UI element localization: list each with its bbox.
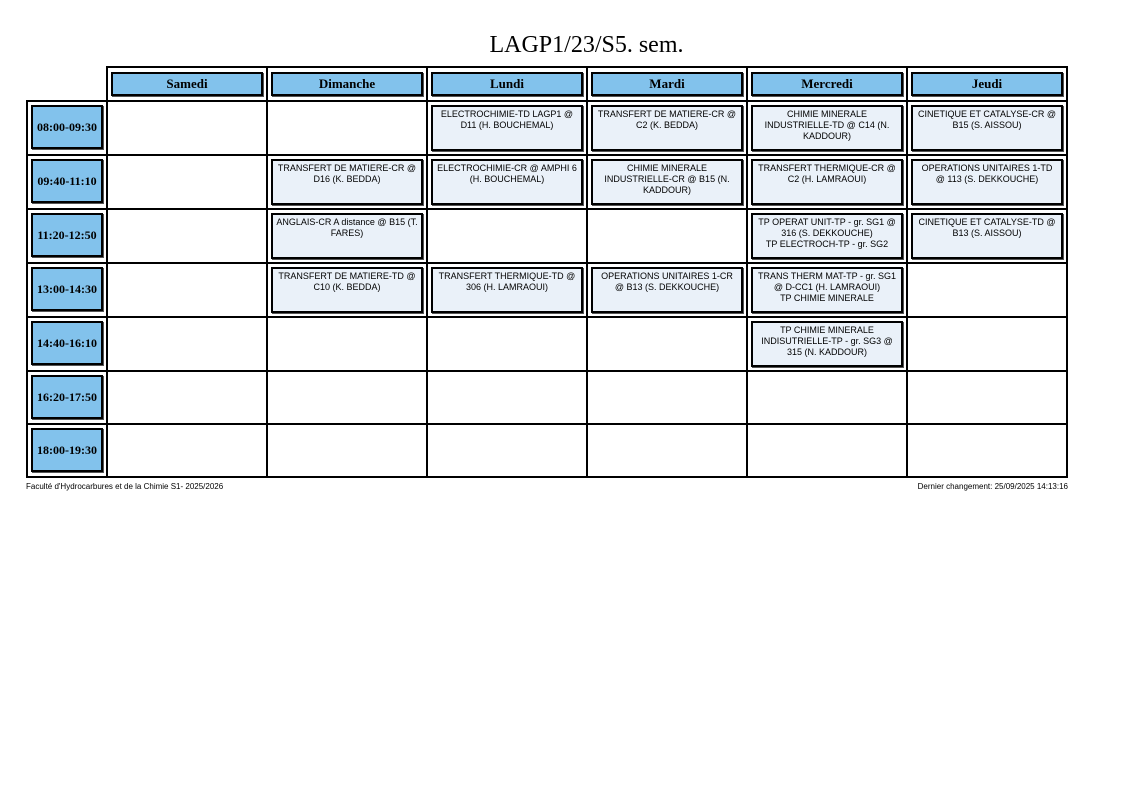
schedule-cell xyxy=(747,317,907,371)
schedule-cell xyxy=(427,317,587,371)
schedule-cell xyxy=(107,371,267,424)
time-slot-row xyxy=(27,263,1067,317)
footer-faculty: Faculté d'Hydrocarbures et de la Chimie S1- 2025/2026 xyxy=(26,482,224,491)
course-entry[interactable] xyxy=(751,267,903,313)
day-label: Lundi xyxy=(431,72,583,96)
schedule-cell xyxy=(907,263,1067,317)
time-label: 14:40-16:10 xyxy=(31,321,103,365)
day-label: Samedi xyxy=(111,72,263,96)
schedule-cell xyxy=(907,317,1067,371)
time-label: 13:00-14:30 xyxy=(31,267,103,311)
schedule-cell xyxy=(107,424,267,477)
course-entry[interactable] xyxy=(431,267,583,313)
timetable-grid xyxy=(26,66,1068,478)
schedule-cell xyxy=(427,209,587,263)
time-slot-row xyxy=(27,209,1067,263)
schedule-cell xyxy=(427,101,587,155)
course-entry[interactable] xyxy=(591,105,743,151)
schedule-cell xyxy=(267,317,427,371)
schedule-cell xyxy=(427,371,587,424)
schedule-cell xyxy=(427,155,587,209)
schedule-cell xyxy=(587,155,747,209)
schedule-cell xyxy=(907,371,1067,424)
schedule-cell xyxy=(907,101,1067,155)
course-entry[interactable] xyxy=(751,213,903,259)
time-slot-row xyxy=(27,155,1067,209)
course-text: TRANSFERT DE MATIERE-TD @ C10 (K. BEDDA) xyxy=(278,271,416,292)
course-text: OPERATIONS UNITAIRES 1-CR @ B13 (S. DEKKOUCHE) xyxy=(601,271,733,292)
time-cell xyxy=(27,317,107,371)
course-entry[interactable] xyxy=(591,267,743,313)
schedule-cell xyxy=(427,424,587,477)
schedule-cell xyxy=(907,155,1067,209)
course-entry[interactable] xyxy=(751,105,903,151)
course-text: TRANSFERT THERMIQUE-CR @ C2 (H. LAMRAOUI) xyxy=(758,163,896,184)
course-entry[interactable] xyxy=(591,159,743,205)
corner-cell xyxy=(27,67,107,101)
course-entry[interactable] xyxy=(271,159,423,205)
day-label: Mardi xyxy=(591,72,743,96)
course-text: CHIMIE MINERALE INDUSTRIELLE-TD @ C14 (N. KADDOUR) xyxy=(764,109,890,141)
day-header-lundi xyxy=(427,67,587,101)
course-text: TRANSFERT DE MATIERE-CR @ C2 (K. BEDDA) xyxy=(597,109,737,130)
schedule-cell xyxy=(587,101,747,155)
course-text: TP CHIMIE MINERALE INDISUTRIELLE-TP - gr. SG3 @ 315 (N. KADDOUR) xyxy=(761,325,893,357)
course-text: ELECTROCHIMIE-TD LAGP1 @ D11 (H. BOUCHEMAL) xyxy=(440,109,574,130)
course-text: TP CHIMIE MINERALE xyxy=(780,293,874,303)
timetable-body xyxy=(27,101,1067,477)
schedule-cell xyxy=(907,424,1067,477)
time-slot-row xyxy=(27,424,1067,477)
course-entry[interactable] xyxy=(271,213,423,259)
schedule-cell xyxy=(907,209,1067,263)
course-entry[interactable] xyxy=(431,105,583,151)
course-text: TRANSFERT THERMIQUE-TD @ 306 (H. LAMRAOUI) xyxy=(438,271,576,292)
schedule-cell xyxy=(587,371,747,424)
day-label: Jeudi xyxy=(911,72,1063,96)
day-header-samedi xyxy=(107,67,267,101)
course-text: CHIMIE MINERALE INDUSTRIELLE-CR @ B15 (N. KADDOUR) xyxy=(604,163,730,195)
time-cell xyxy=(27,371,107,424)
schedule-cell xyxy=(747,263,907,317)
time-slot-row xyxy=(27,317,1067,371)
time-cell xyxy=(27,101,107,155)
course-text: TRANS THERM MAT-TP - gr. SG1 @ D-CC1 (H. LAMRAOUI) xyxy=(757,271,897,292)
schedule-cell xyxy=(587,317,747,371)
time-label: 16:20-17:50 xyxy=(31,375,103,419)
page-title: LAGP1/23/S5. sem. xyxy=(489,32,684,58)
day-header-dimanche xyxy=(267,67,427,101)
course-entry[interactable] xyxy=(751,321,903,367)
day-header-row xyxy=(27,67,1067,101)
course-entry[interactable] xyxy=(271,267,423,313)
day-header-mardi xyxy=(587,67,747,101)
course-entry[interactable] xyxy=(431,159,583,205)
time-cell xyxy=(27,209,107,263)
schedule-cell xyxy=(267,155,427,209)
footer-last-change: Dernier changement: 25/09/2025 14:13:16 xyxy=(917,482,1068,491)
course-entry[interactable] xyxy=(911,159,1063,205)
time-slot-row xyxy=(27,101,1067,155)
schedule-cell xyxy=(587,424,747,477)
course-text: ELECTROCHIMIE-CR @ AMPHI 6 (H. BOUCHEMAL) xyxy=(437,163,577,184)
day-header-mercredi xyxy=(747,67,907,101)
course-text: TRANSFERT DE MATIERE-CR @ D16 (K. BEDDA) xyxy=(277,163,417,184)
time-label: 18:00-19:30 xyxy=(31,428,103,472)
schedule-cell xyxy=(267,263,427,317)
course-text: OPERATIONS UNITAIRES 1-TD @ 113 (S. DEKKOUCHE) xyxy=(921,163,1053,184)
schedule-cell xyxy=(107,263,267,317)
schedule-cell xyxy=(107,155,267,209)
schedule-cell xyxy=(107,101,267,155)
schedule-cell xyxy=(107,209,267,263)
schedule-cell xyxy=(747,155,907,209)
course-entry[interactable] xyxy=(751,159,903,205)
course-entry[interactable] xyxy=(911,105,1063,151)
schedule-cell xyxy=(747,371,907,424)
schedule-cell xyxy=(747,209,907,263)
course-entry[interactable] xyxy=(911,213,1063,259)
time-cell xyxy=(27,424,107,477)
time-cell xyxy=(27,263,107,317)
schedule-cell xyxy=(587,209,747,263)
course-text: CINETIQUE ET CATALYSE-CR @ B15 (S. AISSOU) xyxy=(918,109,1056,130)
schedule-cell xyxy=(267,424,427,477)
time-label: 09:40-11:10 xyxy=(31,159,103,203)
schedule-cell xyxy=(587,263,747,317)
course-text: CINETIQUE ET CATALYSE-TD @ B13 (S. AISSOU) xyxy=(918,217,1056,238)
time-label: 08:00-09:30 xyxy=(31,105,103,149)
schedule-cell xyxy=(267,371,427,424)
schedule-cell xyxy=(747,101,907,155)
course-text: TP OPERAT UNIT-TP - gr. SG1 @ 316 (S. DEKKOUCHE) xyxy=(758,217,896,238)
course-text: TP ELECTROCH-TP - gr. SG2 xyxy=(765,239,889,249)
time-slot-row xyxy=(27,371,1067,424)
schedule-cell xyxy=(107,317,267,371)
schedule-cell xyxy=(267,209,427,263)
schedule-cell xyxy=(267,101,427,155)
time-label: 11:20-12:50 xyxy=(31,213,103,257)
day-label: Dimanche xyxy=(271,72,423,96)
schedule-cell xyxy=(427,263,587,317)
schedule-cell xyxy=(747,424,907,477)
day-label: Mercredi xyxy=(751,72,903,96)
day-header-jeudi xyxy=(907,67,1067,101)
course-text: ANGLAIS-CR A distance @ B15 (T. FARES) xyxy=(276,217,418,238)
time-cell xyxy=(27,155,107,209)
